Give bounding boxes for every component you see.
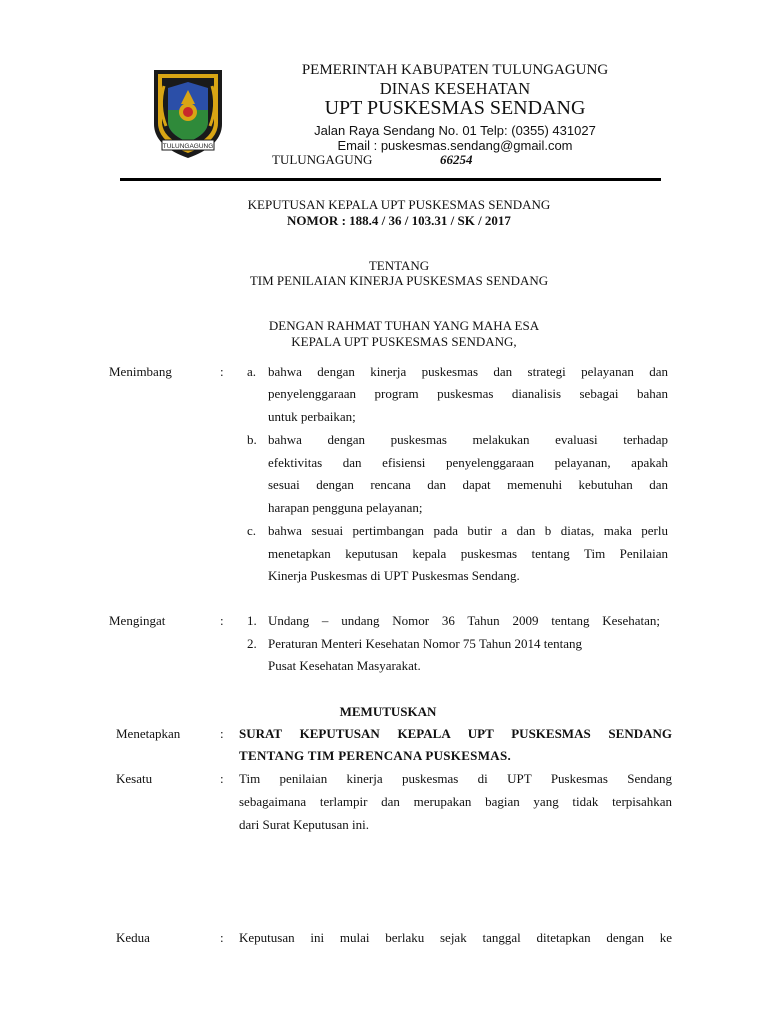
menimbang-label: Menimbang — [109, 364, 172, 379]
menimbang-colon: : — [220, 364, 224, 379]
memutuskan-heading: MEMUTUSKAN — [339, 704, 437, 719]
menetapkan-colon: : — [220, 726, 224, 741]
decree-rahmat: DENGAN RAHMAT TUHAN YANG MAHA ESA — [268, 318, 540, 333]
letterhead-address: Jalan Raya Sendang No. 01 Telp: (0355) 431027 — [314, 123, 596, 138]
kesatu-line1: Tim penilaian kinerja puskesmas di UPT Puskesmas Sendang — [239, 771, 672, 786]
decree-kepala: KEPALA UPT PUSKESMAS SENDANG, — [291, 334, 517, 349]
letterhead-agency: DINAS KESEHATAN — [379, 79, 531, 98]
menimbang-a-line3: untuk perbaikan; — [268, 409, 356, 424]
menimbang-c-line2: menetapkan keputusan kepala puskesmas tentang Tim Penilaian — [268, 546, 668, 561]
decree-subject: TIM PENILAIAN KINERJA PUSKESMAS SENDANG — [249, 273, 549, 288]
letterhead-unit: UPT PUSKESMAS SENDANG — [324, 97, 586, 119]
letterhead-government: PEMERINTAH KABUPATEN TULUNGAGUNG — [301, 62, 609, 78]
mengingat-2-marker: 2. — [247, 636, 257, 651]
menetapkan-label: Menetapkan — [116, 726, 181, 741]
kesatu-line2: sebagaimana terlampir dan merupakan bagian yang tidak terpisahkan — [239, 794, 672, 809]
letterhead-city: TULUNGAGUNG — [272, 152, 373, 167]
svg-text:TULUNGAGUNG: TULUNGAGUNG — [162, 143, 214, 150]
header-divider — [120, 178, 661, 181]
menimbang-a-line1: bahwa dengan kinerja puskesmas dan strategi pelayanan dan — [268, 364, 668, 379]
menimbang-c-marker: c. — [247, 523, 257, 538]
mengingat-1-line1: Undang – undang Nomor 36 Tahun 2009 tentang Kesehatan; — [268, 613, 660, 628]
mengingat-colon: : — [220, 613, 224, 628]
kedua-line1: Keputusan ini mulai berlaku sejak tanggal ditetapkan dengan ke — [239, 930, 672, 945]
kedua-label: Kedua — [116, 930, 150, 945]
mengingat-1-marker: 1. — [247, 613, 257, 628]
kesatu-label: Kesatu — [116, 771, 153, 786]
letterhead-email: Email : puskesmas.sendang@gmail.com — [337, 138, 573, 153]
kedua-colon: : — [220, 930, 224, 945]
letterhead-postal: 66254 — [440, 152, 473, 167]
menetapkan-line1: SURAT KEPUTUSAN KEPALA UPT PUSKESMAS SENDANG — [239, 726, 672, 741]
menimbang-b-line2: efektivitas dan efisiensi penyelenggaraan pelayanan, apakah — [268, 455, 668, 470]
mengingat-2-line2: Pusat Kesehatan Masyarakat. — [268, 658, 421, 673]
menimbang-a-line2: penyelenggaraan program puskesmas dianalisis sebagai bahan — [268, 386, 668, 401]
kesatu-line3: dari Surat Keputusan ini. — [239, 817, 369, 832]
menimbang-c-line3: Kinerja Puskesmas di UPT Puskesmas Sendang. — [268, 568, 520, 583]
mengingat-label: Mengingat — [109, 613, 166, 628]
menimbang-b-line3: sesuai dengan rencana dan dapat memenuhi kebutuhan dan — [268, 477, 668, 492]
decree-title: KEPUTUSAN KEPALA UPT PUSKESMAS SENDANG — [247, 197, 551, 212]
menimbang-b-marker: b. — [247, 432, 257, 447]
menetapkan-line2: TENTANG TIM PERENCANA PUSKESMAS. — [239, 748, 512, 763]
kesatu-colon: : — [220, 771, 224, 786]
decree-number: NOMOR : 188.4 / 36 / 103.31 / SK / 2017 — [287, 213, 511, 228]
menimbang-b-line4: harapan pengguna pelayanan; — [268, 500, 423, 515]
menimbang-c-line1: bahwa sesuai pertimbangan pada butir a dan b diatas, maka perlu — [268, 523, 668, 538]
menimbang-a-marker: a. — [247, 364, 257, 379]
menimbang-b-line1: bahwa dengan puskesmas melakukan evaluasi terhadap — [268, 432, 668, 447]
decree-tentang: TENTANG — [368, 258, 430, 273]
mengingat-2-line1: Peraturan Menteri Kesehatan Nomor 75 Tahun 2014 tentang — [268, 636, 583, 651]
